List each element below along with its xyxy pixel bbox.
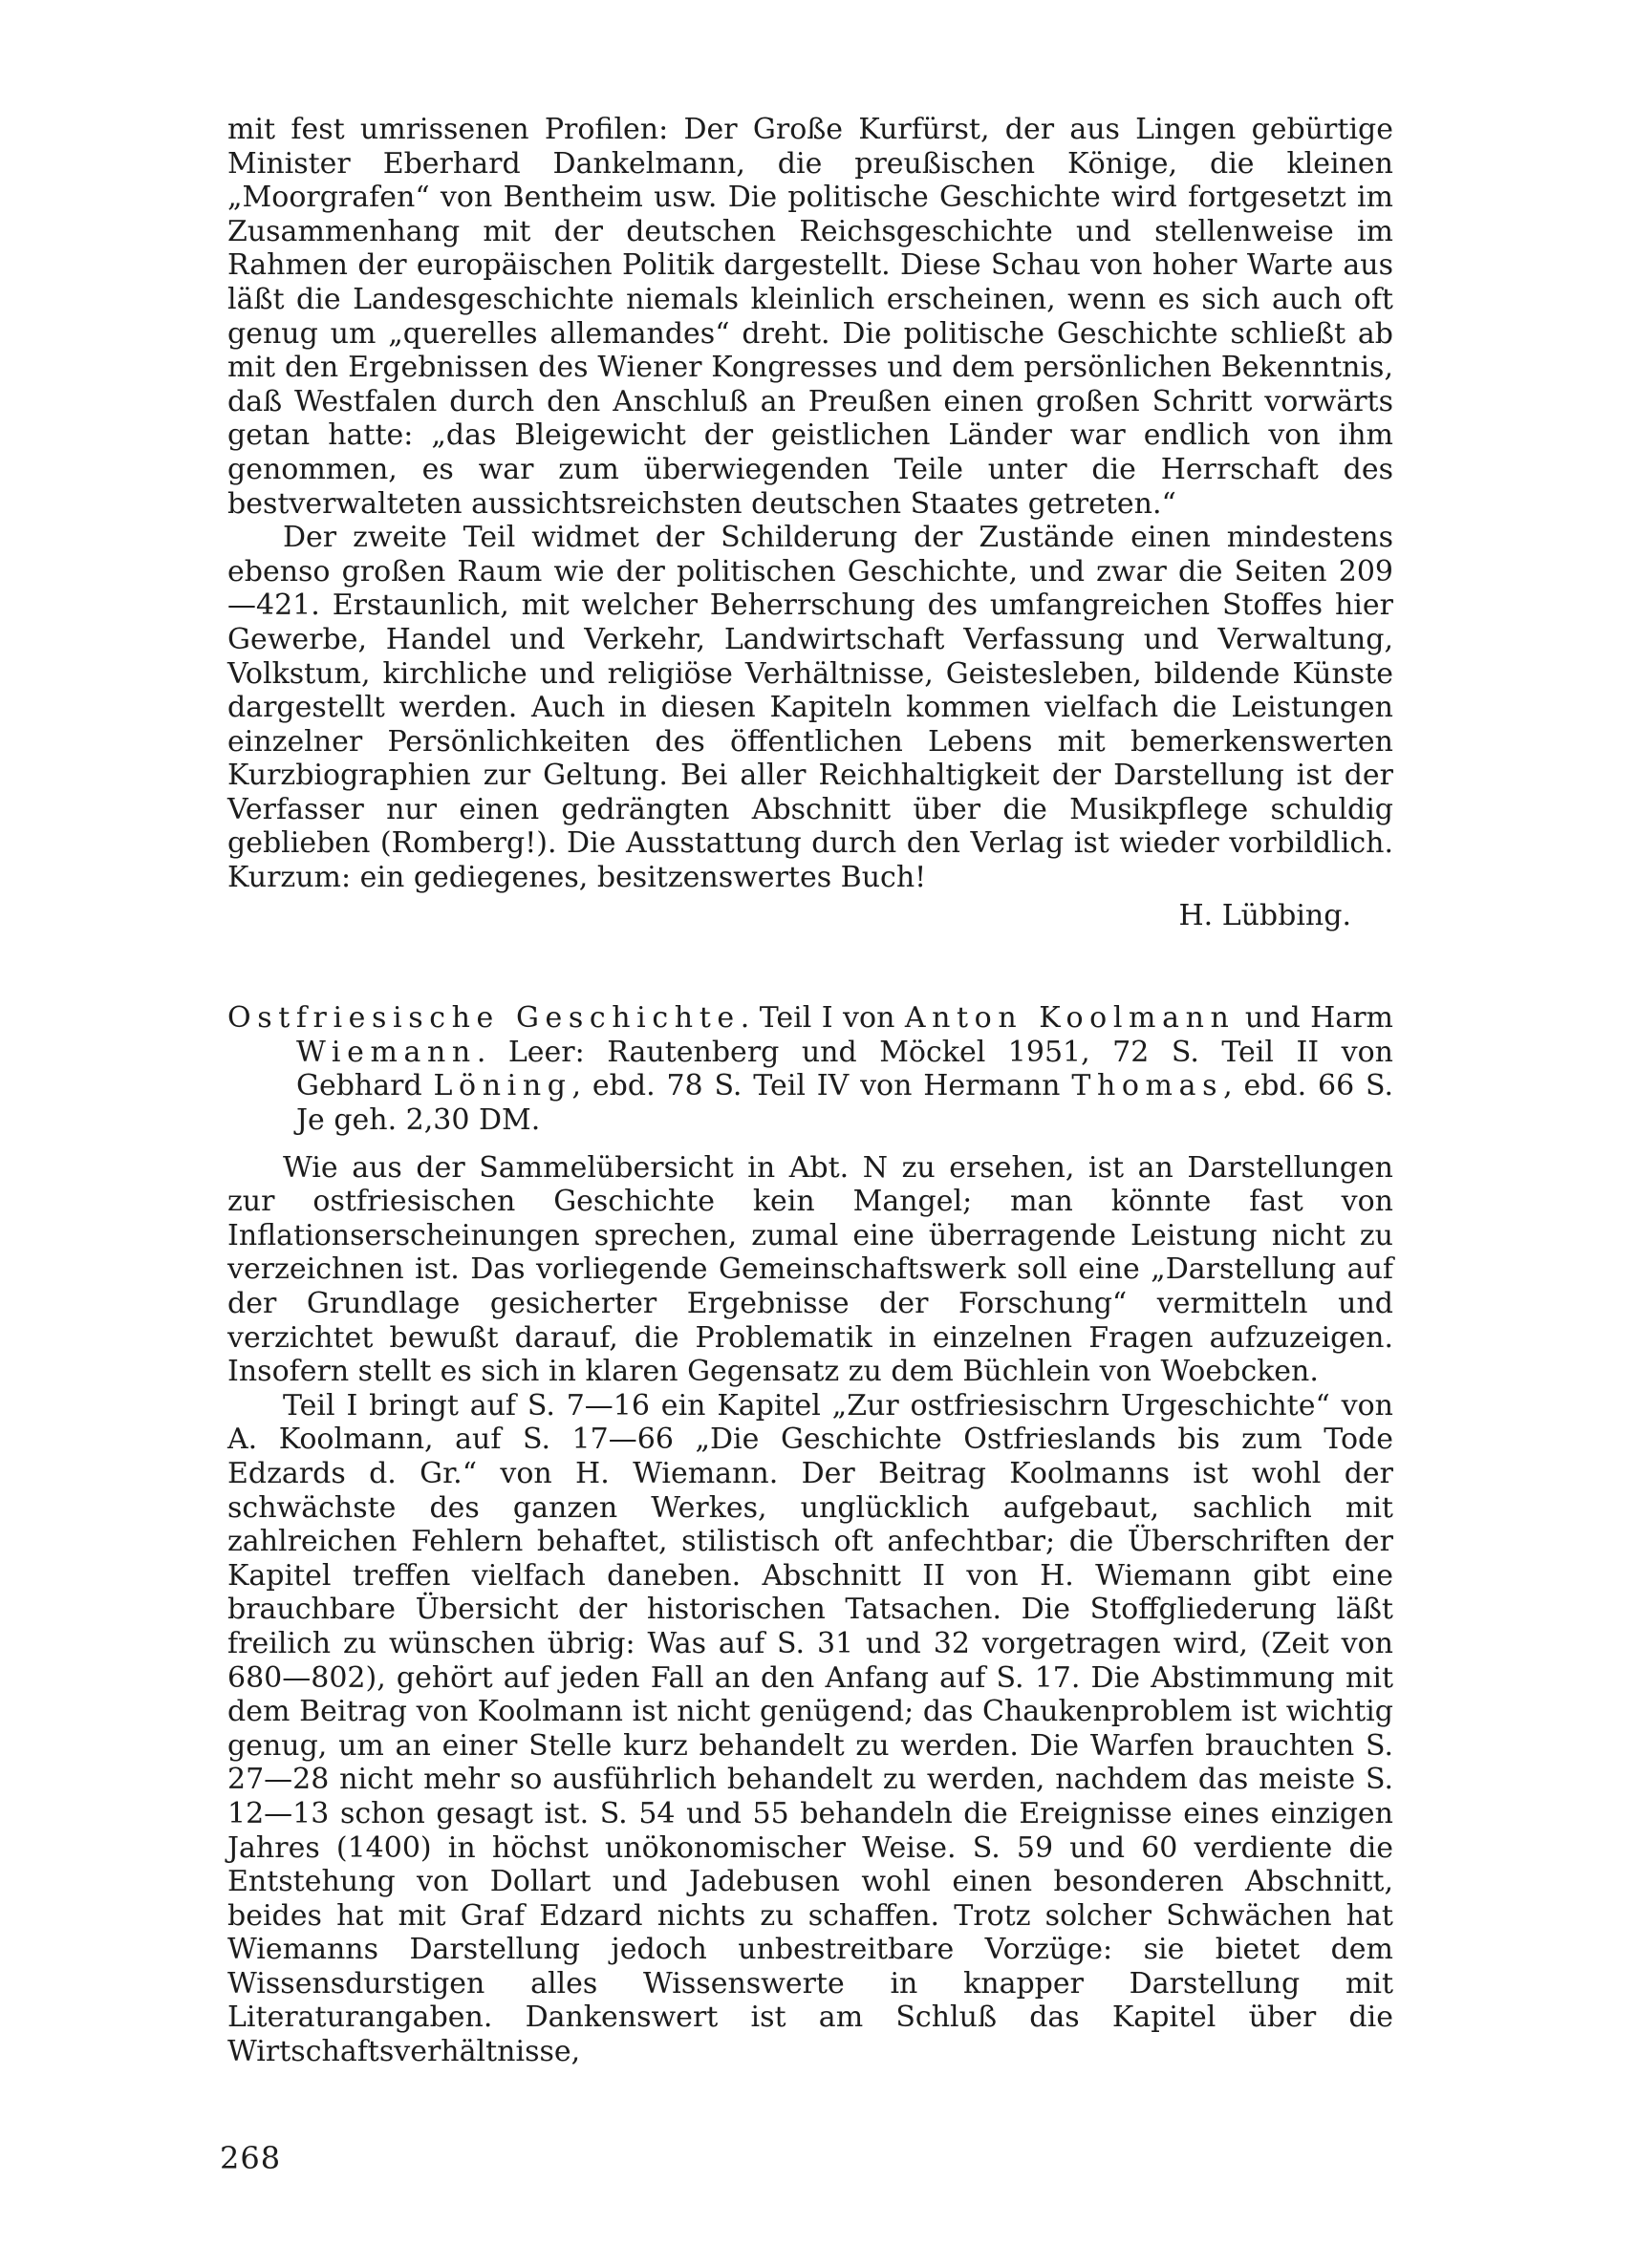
review2-part1-prefix: . Teil I von xyxy=(740,1001,905,1036)
review2-title: Ostfriesische Geschichte xyxy=(227,1001,741,1036)
review2-part2-details: , ebd. 78 S. Teil IV von Hermann xyxy=(571,1069,1072,1103)
review2-part4-details: , ebd. 66 S. Je geh. 2,30 DM. xyxy=(296,1069,1394,1138)
review2-author1: Anton Koolmann xyxy=(904,1001,1236,1036)
review1-signature: H. Lübbing. xyxy=(1178,898,1351,932)
review2-and: und Harm xyxy=(1235,1001,1393,1036)
review2-part1-details: . Leer: Rautenberg und Möckel 1951, 72 S. Teil II von Gebhard xyxy=(296,1035,1393,1103)
review2-author3: Löning xyxy=(433,1069,572,1103)
text-column xyxy=(227,113,1393,2069)
review2-paragraph-1: Wie aus der Sammelübersicht in Abt. N zu ersehen, ist an Darstellungen zur ostfriesischen Geschichte kein Mangel; man könnte fast von Inflationserscheinungen sprechen, zumal eine überragende Leistung nicht zu verzeichnen ist. Das vorliegende Gemeinschaftswerk soll eine „Darstellung auf der Grundlage gesicherter Ergebnisse der Forschung“ vermitteln und verzichtet bewußt darauf, die Problematik in einzelnen Fragen aufzuzeigen. Insofern stellt es sich in klaren Gegensatz zu dem Büchlein von Woebcken. xyxy=(227,1150,1393,1389)
review2-author4: Thomas xyxy=(1071,1069,1224,1103)
page-number: 268 xyxy=(220,2140,282,2176)
review2-bibliographic-heading xyxy=(227,1001,1393,1137)
review2-author2: Wiemann xyxy=(296,1035,477,1069)
review1-paragraph-2: Der zweite Teil widmet der Schilderung der Zustände einen mindestens ebenso großen Raum wie der politischen Geschichte, und zwar die Seiten 209—421. Erstaunlich, mit welcher Beherrschung des umfangreichen Stoffes hier Gewerbe, Handel und Verkehr, Landwirtschaft Verfassung und Verwaltung, Volkstum, kirchliche und religiöse Verhältnisse, Geistesleben, bildende Künste dargestellt werden. Auch in diesen Kapiteln kommen vielfach die Leistungen einzelner Persönlichkeiten des öffentlichen Lebens mit bemerkenswerten Kurzbiographien zur Geltung. Bei aller Reichhaltigkeit der Darstellung ist der Verfasser nur einen gedrängten Abschnitt über die Musikpflege schuldig geblieben (Romberg!). Die Ausstattung durch den Verlag ist wieder vorbildlich. Kurzum: ein gediegenes, besitzenswertes Buch! xyxy=(227,521,1393,895)
review1-paragraph-1: mit fest umrissenen Profilen: Der Große Kurfürst, der aus Lingen gebürtige Minister Eberhard Dankelmann, die preußischen Könige, die kleinen „Moorgrafen“ von Bentheim usw. Die politische Geschichte wird fortgesetzt im Zusammenhang mit der deutschen Reichsgeschichte und stellenweise im Rahmen der europäischen Politik dargestellt. Diese Schau von hoher Warte aus läßt die Landesgeschichte niemals kleinlich erscheinen, wenn es sich auch oft genug um „querelles allemandes“ dreht. Die politische Geschichte schließt ab mit den Ergebnissen des Wiener Kongresses und dem persönlichen Bekenntnis, daß Westfalen durch den Anschluß an Preußen einen großen Schritt vorwärts getan hatte: „das Bleigewicht der geistlichen Länder war endlich von ihm genommen, es war zum überwiegenden Teile unter die Herrschaft des bestverwalteten aussichtsreichsten deutschen Staates getreten.“ xyxy=(227,113,1393,521)
review2-paragraph-2: Teil I bringt auf S. 7—16 ein Kapitel „Zur ostfriesischrn Urgeschichte“ von A. Koolmann, auf S. 17—66 „Die Geschichte Ostfrieslands bis zum Tode Edzards d. Gr.“ von H. Wiemann. Der Beitrag Koolmanns ist wohl der schwächste des ganzen Werkes, unglücklich aufgebaut, sachlich mit zahlreichen Fehlern behaftet, stilistisch oft anfechtbar; die Überschriften der Kapitel treffen vielfach daneben. Abschnitt II von H. Wiemann gibt eine brauchbare Übersicht der historischen Tatsachen. Die Stoffgliederung läßt freilich zu wünschen übrig: Was auf S. 31 und 32 vorgetragen wird, (Zeit von 680—802), gehört auf jeden Fall an den Anfang auf S. 17. Die Abstimmung mit dem Beitrag von Koolmann ist nicht genügend; das Chaukenproblem ist wichtig genug, um an einer Stelle kurz behandelt zu werden. Die Warfen brauchten S. 27—28 nicht mehr so ausführlich behandelt zu werden, nachdem das meiste S. 12—13 schon gesagt ist. S. 54 und 55 behandeln die Ereignisse eines einzigen Jahres (1400) in höchst unökonomischer Weise. S. 59 und 60 verdiente die Entstehung von Dollart und Jadebusen wohl einen besonderen Abschnitt, beides hat mit Graf Edzard nichts zu schaffen. Trotz solcher Schwächen hat Wiemanns Darstellung jedoch unbestreitbare Vorzüge: sie bietet dem Wissensdurstigen alles Wissenswerte in knapper Darstellung mit Literaturangaben. Dankenswert ist am Schluß das Kapitel über die Wirtschaftsverhältnisse, xyxy=(227,1388,1393,2069)
